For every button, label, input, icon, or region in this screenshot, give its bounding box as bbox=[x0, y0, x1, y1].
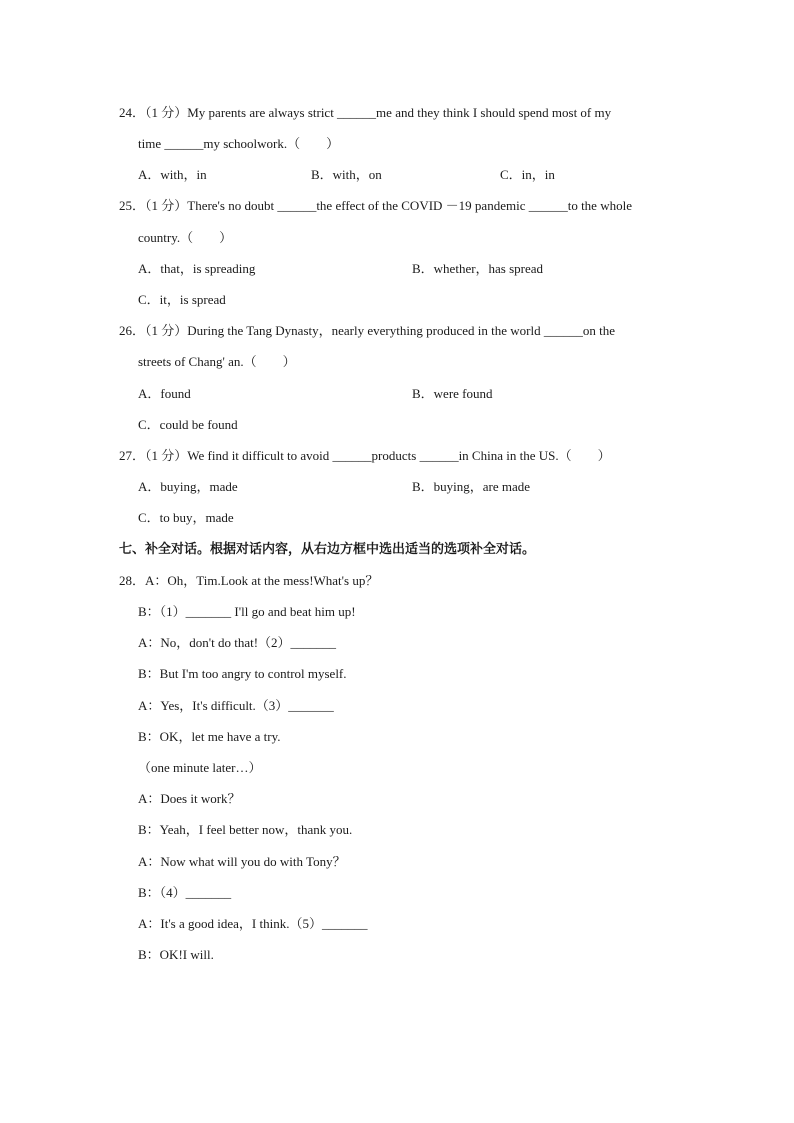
q25-option-b[interactable]: B．whether，has spread bbox=[412, 261, 544, 276]
q26-option-b[interactable]: B．were found bbox=[412, 386, 493, 401]
q27-option-c[interactable]: C．to buy，made bbox=[138, 510, 234, 525]
dialogue-line: A：Now what will you do with Tony？ bbox=[138, 854, 346, 869]
q26-stem-line1: 26．（1 分）During the Tang Dynasty，nearly everything produced in the world ______on the bbox=[119, 323, 616, 338]
dialogue-line: A：It's a good idea，I think.（5）_______ bbox=[138, 916, 368, 931]
q25-stem-line2: country.（ ） bbox=[138, 230, 233, 245]
dialogue-line: B：Yeah，I feel better now，thank you. bbox=[138, 822, 353, 837]
q27-option-a[interactable]: A．buying，made bbox=[138, 479, 238, 494]
q24-stem-line1: 24．（1 分）My parents are always strict ______me and they think I should spend most of my bbox=[119, 105, 612, 120]
q25-option-a[interactable]: A．that，is spreading bbox=[138, 261, 256, 276]
q24-option-b[interactable]: B．with，on bbox=[311, 167, 382, 182]
q26-stem-line2: streets of Chang' an.（ ） bbox=[138, 354, 296, 369]
section-7-heading: 七、补全对话。根据对话内容，从右边方框中选出适当的选项补全对话。 bbox=[119, 542, 536, 557]
q24-stem-line2: time ______my schoolwork.（ ） bbox=[138, 136, 340, 151]
q25-stem-line1: 25．（1 分）There's no doubt ______the effect of the COVID －19 pandemic ______to the whole bbox=[119, 198, 632, 213]
dialogue-line: A：No，don't do that!（2）_______ bbox=[138, 635, 337, 650]
dialogue-line: B：（4）_______ bbox=[138, 885, 232, 900]
q24-option-a[interactable]: A．with，in bbox=[138, 167, 207, 182]
dialogue-line: A：Yes，It's difficult.（3）_______ bbox=[138, 698, 334, 713]
dialogue-line: B：（1）_______ I'll go and beat him up! bbox=[138, 604, 356, 619]
q27-stem: 27．（1 分）We find it difficult to avoid ______products ______in China in the US.（ ） bbox=[119, 448, 611, 463]
q24-option-c[interactable]: C．in，in bbox=[500, 167, 555, 182]
q26-option-c[interactable]: C．could be found bbox=[138, 417, 238, 432]
dialogue-line: B：OK!I will. bbox=[138, 947, 214, 962]
dialogue-line: 28．A：Oh，Tim.Look at the mess!What's up？ bbox=[119, 573, 379, 588]
dialogue-line: B：OK，let me have a try. bbox=[138, 729, 281, 744]
dialogue-stage-note: （one minute later…） bbox=[138, 760, 262, 775]
q27-option-b[interactable]: B．buying，are made bbox=[412, 479, 531, 494]
q25-option-c[interactable]: C．it，is spread bbox=[138, 292, 226, 307]
q26-option-a[interactable]: A．found bbox=[138, 386, 191, 401]
dialogue-line: A：Does it work？ bbox=[138, 791, 241, 806]
dialogue-line: B：But I'm too angry to control myself. bbox=[138, 666, 347, 681]
